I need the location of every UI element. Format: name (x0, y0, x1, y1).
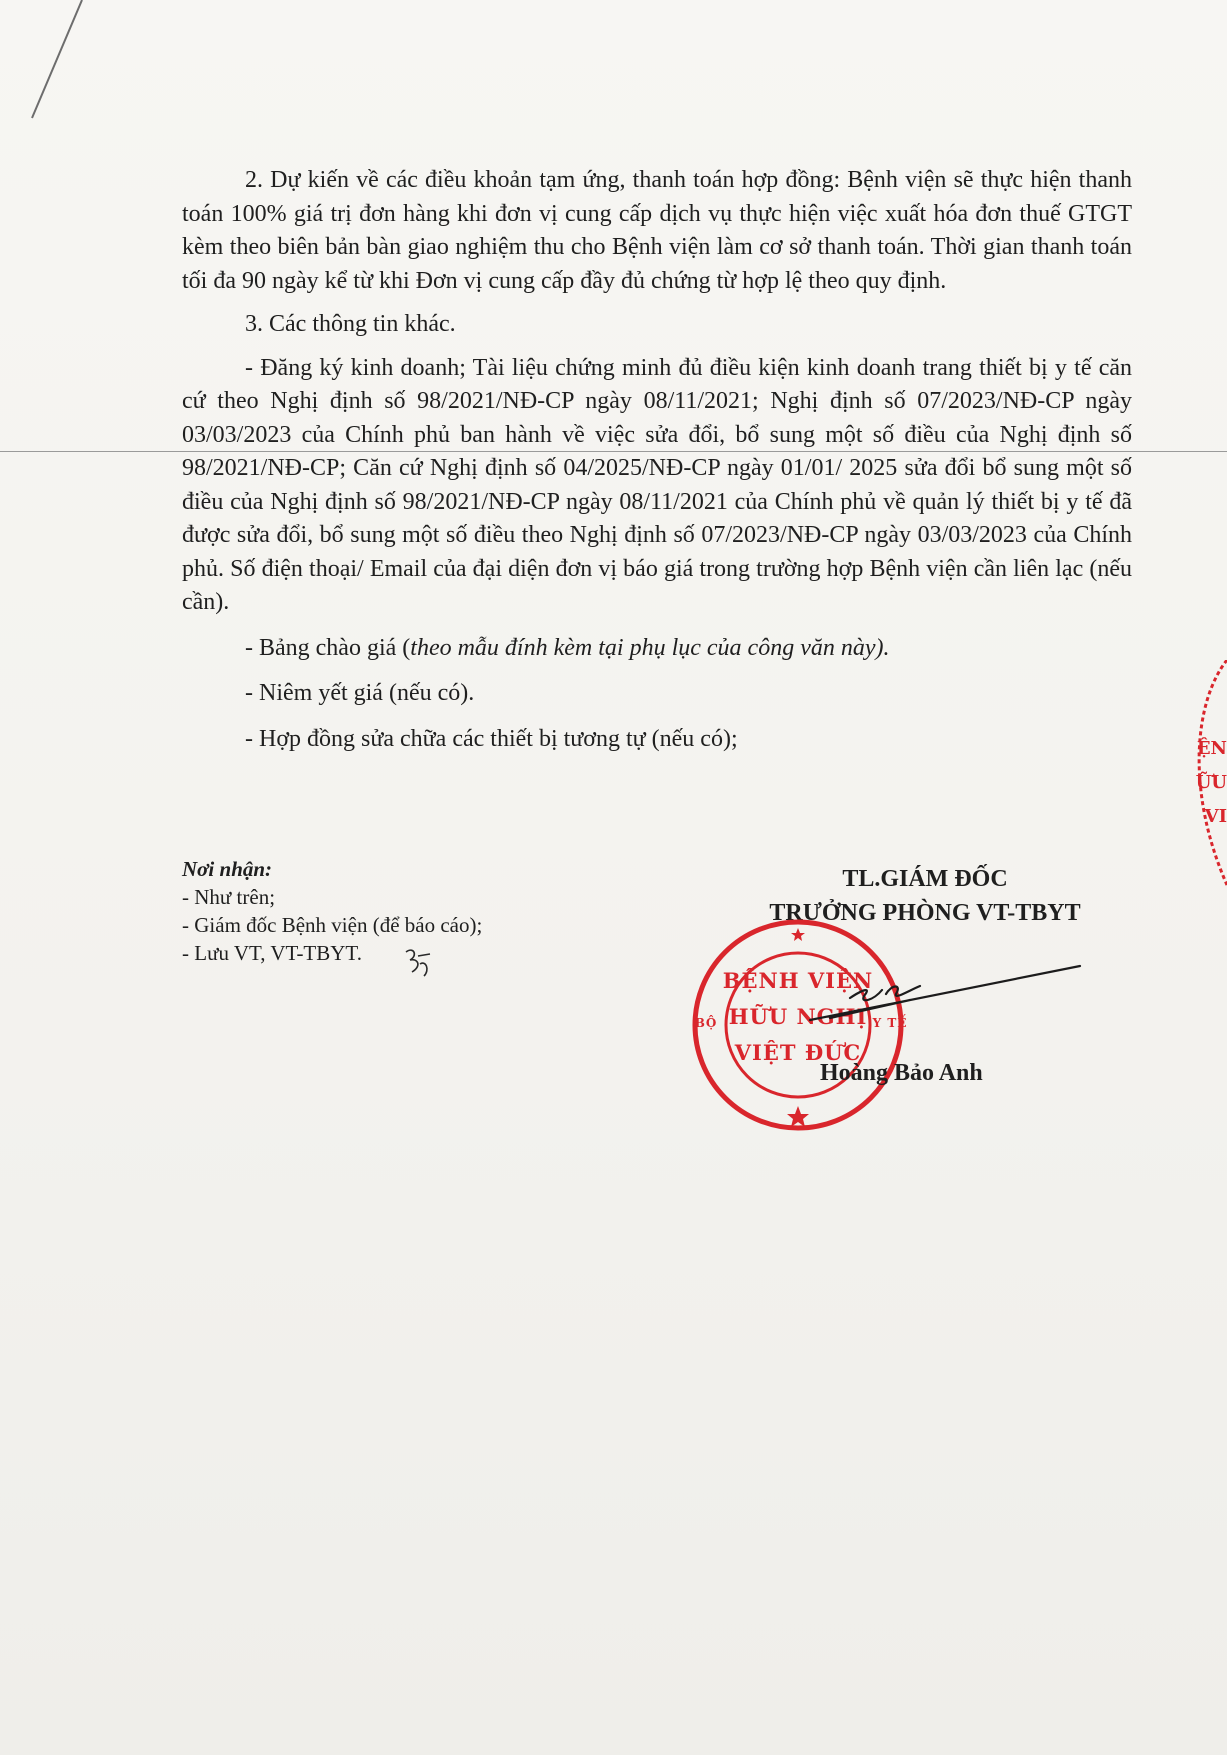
edge-seal-text: ỆN (1196, 738, 1227, 759)
page-corner-crease (0, 0, 120, 120)
handwritten-signature (790, 960, 1090, 1030)
quote-table-italic: theo mẫu đính kèm tại phụ lục của công văn này). (410, 634, 890, 661)
signature-title-line1: TL.GIÁM ĐỐC (842, 866, 1008, 892)
seal-text-line2: HỮU NGHỊ (728, 1004, 868, 1029)
signer-name: Hoàng Bảo Anh (820, 1060, 983, 1086)
quote-table-prefix: - Bảng chào giá ( (245, 634, 411, 661)
similar-contracts-bullet: - Hợp đồng sửa chữa các thiết bị tương tự (nếu có); (245, 725, 738, 752)
seal-text-line1: BỆNH VIỆN (722, 968, 874, 993)
seal-side-right: Y TẾ (872, 1016, 908, 1030)
quote-table-bullet (182, 632, 1132, 666)
listed-price-bullet: - Niêm yết giá (nếu có). (245, 680, 475, 706)
edge-seal-fragment (1185, 660, 1227, 890)
recipient-item: - Như trên; (182, 885, 276, 909)
edge-seal-text: VI (1204, 806, 1227, 827)
other-info-heading: 3. Các thông tin khác. (245, 311, 456, 337)
seal-text-line3: VIỆT ĐỨC (734, 1040, 862, 1065)
payment-terms-paragraph: 2. Dự kiến về các điều khoản tạm ứng, thanh toán hợp đồng: Bệnh viện sẽ thực hiện thanh toán 100% giá trị đơn hàng khi đơn vị cung cấp dịch vụ thực hiện việc xuất hóa đơn thuế GTGT kèm theo biên bản bàn giao nghiệm thu cho Bệnh viện làm cơ sở thanh toán. Thời gian thanh toán tối đa 90 ngày kể từ khi Đơn vị cung cấp đầy đủ chứng từ hợp lệ theo quy định. (182, 167, 1132, 294)
signature-title-line2: TRƯỞNG PHÒNG VT-TBYT (769, 900, 1081, 926)
edge-seal-text: ỮU (1195, 772, 1227, 793)
initials-mark (400, 944, 440, 980)
recipient-item: - Lưu VT, VT-TBYT. (182, 941, 362, 965)
business-registration-paragraph: - Đăng ký kinh doanh; Tài liệu chứng minh đủ điều kiện kinh doanh trang thiết bị y tế căn cứ theo Nghị định số 98/2021/NĐ-CP ngày 08/11/2021; Nghị định số 07/2023/NĐ-CP ngày 03/03/2023 của Chính phủ ban hành về việc sửa đổi, bổ sung một số điều của Nghị định số 98/2021/NĐ-CP; Căn cứ Nghị định số 04/2025/NĐ-CP ngày 01/01/ 2025 sửa đổi bổ sung một số điều của Nghị định số 98/2021/NĐ-CP ngày 08/11/2021 của Chính phủ về quản lý thiết bị y tế đã được sửa đổi, bổ sung một số điều theo Nghị định số 07/2023/NĐ-CP ngày 03/03/2023 của Chính phủ. Số điện thoại/ Email của đại diện đơn vị báo giá trong trường hợp Bệnh viện cần liên lạc (nếu cần). (182, 354, 1132, 615)
seal-side-left: BỘ (694, 1016, 718, 1030)
recipient-item: - Giám đốc Bệnh viện (để báo cáo); (182, 913, 483, 937)
recipients-title: Nơi nhận: (182, 857, 273, 881)
letter-body (182, 164, 1132, 756)
